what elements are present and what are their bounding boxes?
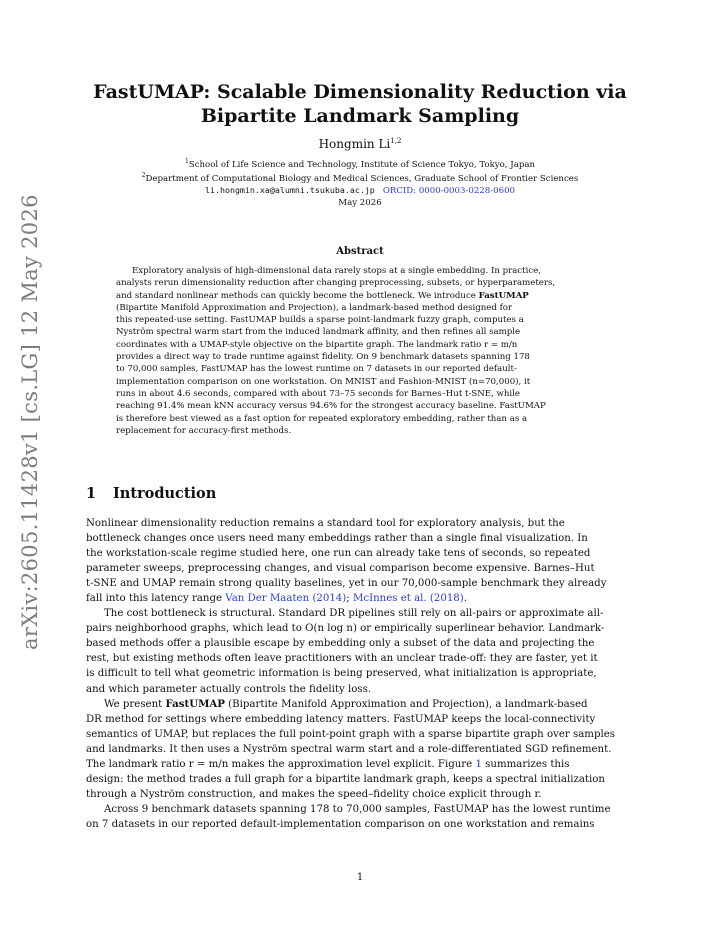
body-line: Nonlinear dimensionality reduction remains a standard tool for exploratory analysis, but the xyxy=(86,518,565,529)
abstract-body xyxy=(116,265,604,437)
body-line: parameter sweeps, preprocessing changes, and visual comparison become expensive. Barnes–Hut xyxy=(86,563,595,575)
section-number: 1 xyxy=(86,485,97,502)
body-line: and landmarks. It then uses a Nyström spectral warm start and a role-differentiated SGD refinement. xyxy=(86,743,612,755)
body-line: The cost bottleneck is structural. Standard DR pipelines still rely on all-pairs or approximate all- xyxy=(104,608,604,620)
abstract-line: and standard nonlinear methods can quickly become the bottleneck. We introduce FastUMAP xyxy=(116,290,529,301)
author-name: Hongmin Li xyxy=(318,137,391,151)
abstract-line: to 70,000 samples, FastUMAP has the lowest runtime on 7 datasets in our reported default- xyxy=(116,364,517,375)
introduction-body xyxy=(86,516,636,832)
abstract-line: implementation comparison on one workstation. On MNIST and Fashion-MNIST (n=70,000), it xyxy=(116,376,531,387)
body-line: is difficult to tell what geometric information is being preserved, what initialization is appropriate, xyxy=(86,668,597,680)
citation-link[interactable]: McInnes et al. (2018) xyxy=(352,593,464,605)
body-line: on 7 datasets in our reported default-implementation comparison on one workstation and remains xyxy=(86,818,595,830)
affiliation-2 xyxy=(0,172,720,184)
arxiv-identifier-stamp: arXiv:2605.11428v1 [cs.LG] 12 May 2026 xyxy=(18,194,42,650)
affiliation-mark: 1 xyxy=(184,158,189,165)
abstract-line: coordinates with a UMAP-style objective on the bipartite graph. The landmark ratio r = m/n xyxy=(116,339,518,350)
body-line: Across 9 benchmark datasets spanning 178 to 70,000 samples, FastUMAP has the lowest runtime xyxy=(104,803,611,815)
page-number: 1 xyxy=(356,872,364,883)
body-line: DR method for settings where embedding latency matters. FastUMAP keeps the local-connectivity xyxy=(86,713,596,725)
author xyxy=(0,137,720,151)
section-title: Introduction xyxy=(113,485,217,502)
body-line: and which parameter actually controls the fidelity loss. xyxy=(86,683,372,695)
abstract-line: runs in about 4.6 seconds, compared with about 73–75 seconds for Barnes–Hut t-SNE, while xyxy=(116,388,520,399)
abstract-line: Nyström spectral warm start from the induced landmark affinity, and then refines all sample xyxy=(116,327,521,338)
body-line: t-SNE and UMAP remain strong quality baselines, yet in our 70,000-sample benchmark they already xyxy=(86,578,607,590)
abstract-heading: Abstract xyxy=(336,246,384,257)
paper-title xyxy=(60,80,660,128)
publication-date: May 2026 xyxy=(338,198,382,208)
abstract-line: is therefore best viewed as a fast option for repeated exploratory embedding, rather than as a xyxy=(116,413,528,424)
affiliation-text: School of Life Science and Technology, Institute of Science Tokyo, Tokyo, Japan xyxy=(188,159,536,170)
abstract-line: Exploratory analysis of high-dimensional data rarely stops at a single embedding. In practice, xyxy=(132,266,541,276)
body-line: rest, but existing methods often leave practitioners with an unclear trade-off: they are faster, yet it xyxy=(86,653,598,665)
abstract-line: replacement for accuracy-first methods. xyxy=(116,425,292,436)
body-line: The landmark ratio r = m/n makes the approximation level explicit. Figure 1 summarizes this xyxy=(86,758,570,770)
abstract-line: reaching 91.4% mean kNN accuracy versus 94.6% for the strongest accuracy baseline. FastUMAP xyxy=(116,401,546,412)
abstract-line: (Bipartite Manifold Approximation and Projection), a landmark-based method designed for xyxy=(116,302,513,313)
body-line: based methods offer a plausible escape by embedding only a subset of the data and projecting the xyxy=(86,638,595,650)
affiliation-1 xyxy=(0,158,720,170)
body-line: through a Nyström construction, and makes the speed–fidelity choice explicit through r. xyxy=(86,788,542,800)
author-email[interactable]: li.hongmin.xa@alumni.tsukuba.ac.jp xyxy=(204,185,375,195)
author-affiliation-marks: 1,2 xyxy=(390,137,402,145)
affiliation-text: Department of Computational Biology and Medical Sciences, Graduate School of Frontier Sciences xyxy=(145,173,579,184)
abstract-line: analysts rerun dimensionality reduction after changing preprocessing, subsets, or hyperparameters, xyxy=(116,278,556,289)
citation-link[interactable]: Van Der Maaten (2014) xyxy=(225,593,347,605)
body-line: the workstation-scale regime studied here, one run can already take tens of seconds, so repeated xyxy=(86,548,591,560)
body-line: bottleneck changes once users need many embeddings rather than a single final visualization. In xyxy=(86,533,588,545)
body-line: design: the method trades a full graph for a bipartite landmark graph, keeps a spectral initialization xyxy=(86,773,605,785)
contact-line xyxy=(0,185,720,196)
title-line: Bipartite Landmark Sampling xyxy=(200,105,520,127)
abstract-line: provides a direct way to trade runtime against fidelity. On 9 benchmark datasets spanning 178 xyxy=(116,352,530,363)
title-line: FastUMAP: Scalable Dimensionality Reduction via xyxy=(93,81,627,103)
body-line: pairs neighborhood graphs, which lead to O(n log n) or empirically superlinear behavior. Landmark- xyxy=(86,623,605,635)
affiliation-mark: 2 xyxy=(141,172,146,179)
section-heading xyxy=(86,485,216,502)
abstract-line: this repeated-use setting. FastUMAP builds a sparse point-landmark fuzzy graph, computes a xyxy=(116,315,524,326)
body-line: semantics of UMAP, but replaces the full point-point graph with a sparse bipartite graph over samples xyxy=(86,728,615,740)
figure-ref-link[interactable]: 1 xyxy=(475,758,482,770)
orcid-link[interactable]: ORCID: 0000-0003-0228-0600 xyxy=(382,186,516,196)
body-line: fall into this latency range Van Der Maaten (2014); McInnes et al. (2018). xyxy=(86,593,468,605)
body-line: We present FastUMAP (Bipartite Manifold Approximation and Projection), a landmark-based xyxy=(104,697,588,710)
